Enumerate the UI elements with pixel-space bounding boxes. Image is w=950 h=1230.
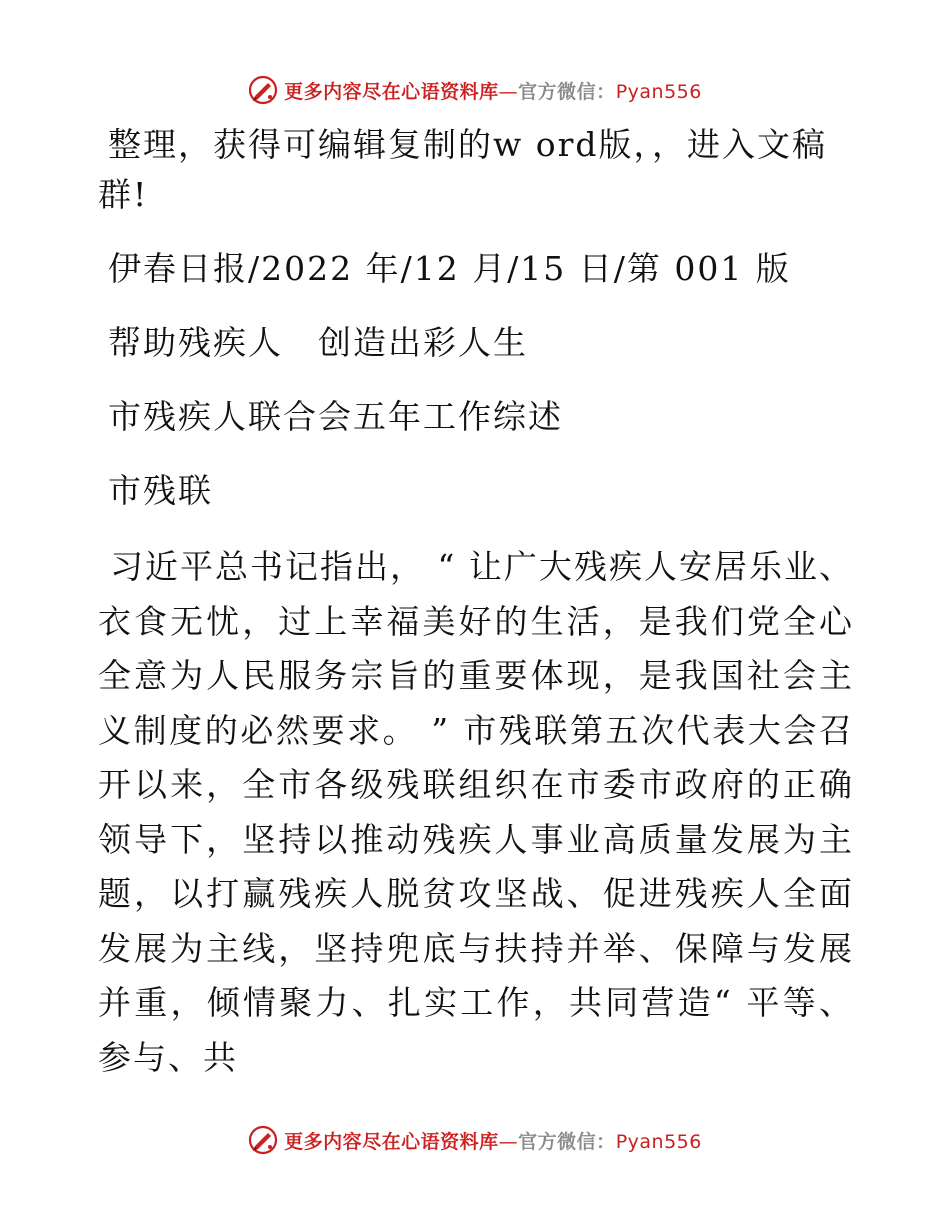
banner-dash: — [498, 80, 519, 103]
subheadline: 市残疾人联合会五年工作综述 [108, 397, 563, 436]
source-line: 伊春日报/2022 年/12 月/15 日/第 001 版 [108, 249, 791, 288]
header-banner-text [284, 77, 702, 104]
banner-dash: — [498, 1130, 519, 1153]
banner-wechat-label: 官方微信： [518, 1130, 616, 1153]
pen-logo-icon [248, 1125, 278, 1155]
banner-wechat-label: 官方微信： [518, 80, 616, 103]
banner-wechat-id: Pyan556 [615, 1130, 702, 1153]
author: 市残联 [108, 471, 213, 510]
intro-text: 整理，获得可编辑复制的w ord版，，进入文稿群! [98, 125, 828, 214]
banner-wechat-id: Pyan556 [615, 80, 702, 103]
headline: 帮助残疾人 创造出彩人生 [108, 323, 528, 362]
pen-logo-icon [248, 75, 278, 105]
banner-label: 更多内容尽在心语资料库 [284, 80, 499, 103]
header-banner [0, 70, 950, 110]
footer-banner [0, 1120, 950, 1160]
footer-banner-text [284, 1127, 702, 1154]
banner-label: 更多内容尽在心语资料库 [284, 1130, 499, 1153]
document-content [98, 120, 854, 1085]
body-paragraph: 习近平总书记指出， “ 让广大残疾人安居乐业、衣食无忧，过上幸福美好的生活，是我们党全心全意为人民服务宗旨的重要体现，是我国社会主义制度的必然要求。 ” 市残联第五次代表大会召开以来，全市各级残联组织在市委市政府的正确领导下，坚持以推动残疾人事业高质量发展为主题，以打赢残疾人脱贫攻坚战、促进残疾人全面发展为主线，坚持兜底与扶持并举、保障与发展并重，倾情聚力、扎实工作，共同营造“ 平等、参与、共 [98, 547, 854, 1077]
